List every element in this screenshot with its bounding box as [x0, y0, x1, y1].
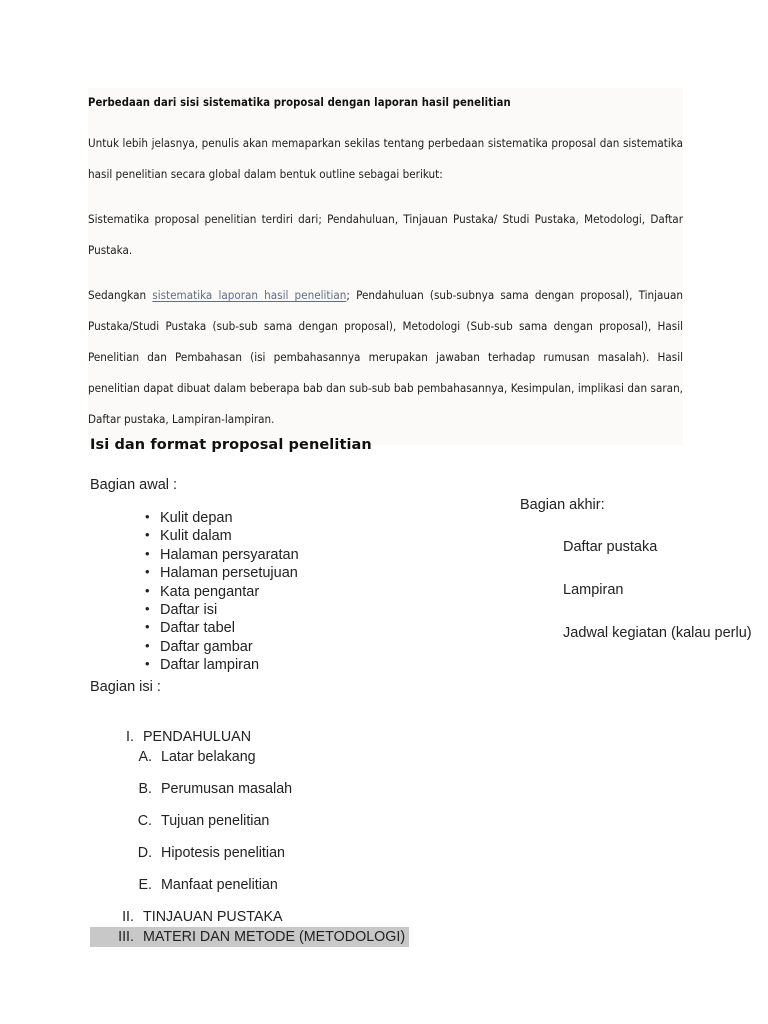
outline-number: C. [137, 812, 152, 829]
outline-number: II. [122, 908, 134, 925]
paragraph-3-rest: ; Pendahuluan (sub-subnya sama dengan proposal), Tinjauan Pustaka/Studi Pustaka (sub-sub sama dengan proposal), Metodologi (Sub-sub sama dengan proposal), Hasil Penelitian dan Pembahasan (isi pembahasannya merupakan jawaban terhadap rumusan masalah). Hasil penelitian dapat dibuat dalam beberapa bab dan sub-sub bab pembahasannya, Kesimpulan, implikasi dan saran, Daftar pustaka, Lampiran-lampiran. [88, 288, 683, 426]
bagian-akhir-title: Bagian akhir: [520, 497, 605, 513]
outline-text: MATERI DAN METODE (METODOLOGI) [143, 928, 406, 945]
outline-list [90, 727, 690, 947]
outline-row [90, 727, 690, 747]
spacer [90, 767, 690, 779]
outline-text: Manfaat penelitian [161, 876, 278, 893]
intro-paragraph-1: Untuk lebih jelasnya, penulis akan memaparkan sekilas tentang perbedaan sistematika proposal dan sistematika hasil penelitian secara global dalam bentuk outline sebagai berikut: [88, 136, 683, 181]
outline-row [90, 843, 690, 863]
selection-highlight [90, 927, 409, 947]
bagian-akhir-item: Lampiran [563, 582, 624, 598]
bagian-isi-label: Bagian isi : [90, 678, 161, 695]
outline-row-highlighted [90, 927, 690, 947]
list-item: • Daftar lampiran [90, 656, 690, 674]
list-item: • Kata pengantar [90, 583, 690, 601]
outline-text: TINJAUAN PUSTAKA [143, 908, 283, 925]
outline-row [90, 811, 690, 831]
bagian-akhir-column [520, 495, 768, 666]
bagian-akhir-item: Jadwal kegiatan (kalau perlu) [563, 625, 752, 641]
outline-number: B. [138, 780, 152, 797]
outline-text: Hipotesis penelitian [161, 844, 285, 861]
list-item: • Daftar gambar [90, 638, 690, 656]
bagian-akhir-item: Daftar pustaka [563, 539, 658, 555]
outline-row [90, 875, 690, 895]
sistematika-laporan-link[interactable]: sistematika laporan hasil penelitian [152, 288, 347, 302]
list-item: • Halaman persyaratan [90, 546, 690, 564]
intro-paragraph-2: Sistematika proposal penelitian terdiri dari; Pendahuluan, Tinjauan Pustaka/ Studi Pustaka, Metodologi, Daftar Pustaka. [88, 212, 683, 257]
outline-number: A. [138, 748, 152, 765]
outline-text: PENDAHULUAN [143, 728, 252, 745]
outline-row [90, 779, 690, 799]
paragraph-3-prefix: Sedangkan [88, 288, 153, 302]
outline-text: Perumusan masalah [161, 780, 293, 797]
format-heading: Isi dan format proposal penelitian [90, 437, 372, 453]
intro-section [88, 88, 683, 445]
list-item: • Kulit depan [90, 509, 690, 527]
outline-text: Latar belakang [161, 748, 256, 765]
spacer [90, 895, 690, 907]
list-item: • Daftar tabel [90, 619, 690, 637]
spacer [90, 831, 690, 843]
outline-number: E. [138, 876, 152, 893]
intro-paragraph-3 [88, 280, 683, 435]
outline-number: I. [126, 728, 134, 745]
list-item: • Kulit dalam [90, 527, 690, 545]
list-item: • Halaman persetujuan [90, 564, 690, 582]
spacer [90, 799, 690, 811]
outline-number: III. [118, 928, 134, 945]
outline-row [90, 907, 690, 927]
outline-text: Tujuan penelitian [161, 812, 270, 829]
spacer [90, 863, 690, 875]
intro-heading: Perbedaan dari sisi sistematika proposal dengan laporan hasil penelitian [88, 96, 511, 109]
outline-row [90, 747, 690, 767]
list-item: • Daftar isi [90, 601, 690, 619]
outline-number: D. [137, 844, 152, 861]
bagian-awal-label: Bagian awal : [90, 477, 178, 493]
